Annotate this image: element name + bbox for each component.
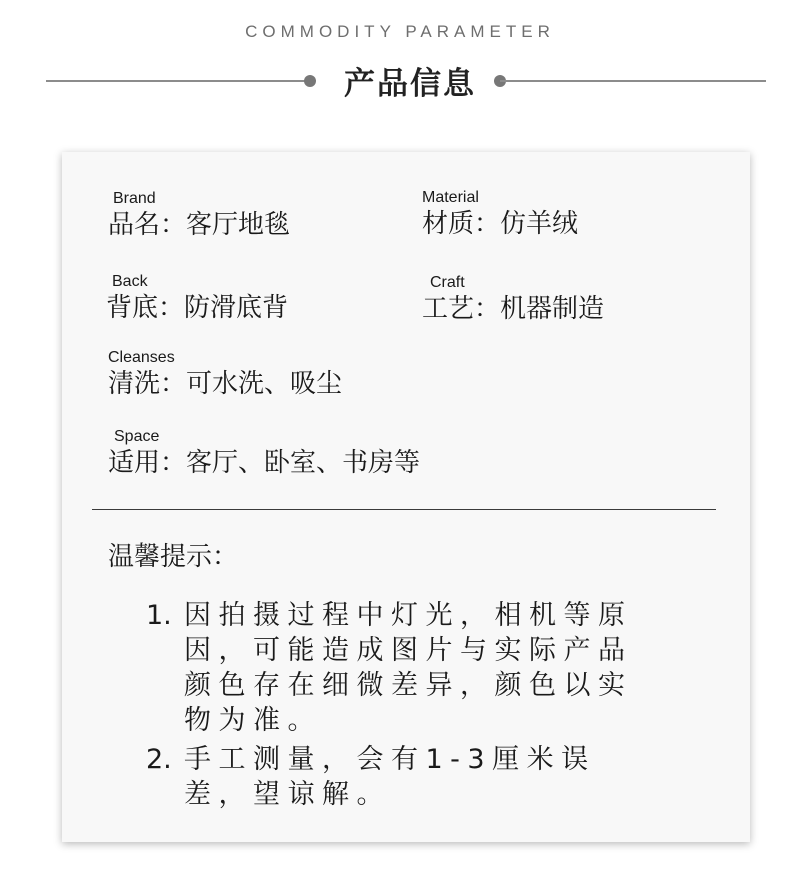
section-divider [92,509,716,510]
title-divider-left [46,80,308,82]
param-value: 材质：仿羊绒 [422,209,579,239]
param-value: 适用：客厅、卧室、书房等 [108,448,421,478]
param-value: 品名：客厅地毯 [108,210,291,240]
section-subtitle: COMMODITY PARAMETER [245,22,555,41]
param-label-en: Cleanses [108,349,175,366]
param-label-en: Brand [113,190,156,207]
param-label-en: Back [112,273,148,290]
param-back [106,273,288,325]
tip-text: 因拍摄过程中灯光，相机等原因，可能造成图片与实际产品颜色存在细微差异，颜色以实物为准。 [184,600,633,736]
tip-item-2 [146,742,664,812]
param-label-en: Material [422,189,479,206]
tip-number: 2. [146,744,172,775]
param-value: 清洗：可水洗、吸尘 [108,369,343,399]
param-label-en: Craft [430,274,465,291]
param-label-en: Space [114,428,160,445]
param-value: 背底：防滑底背 [106,293,289,323]
title-dot-left [304,75,316,87]
param-cleanses [108,349,342,401]
param-space [108,428,420,480]
tip-item-1 [146,598,664,738]
tips-title: 温馨提示： [108,542,239,572]
parameter-card [62,152,750,842]
title-divider-right [500,80,766,82]
param-craft [422,274,604,326]
tip-text: 手工测量，会有1-3厘米误差，望谅解。 [184,744,596,810]
param-material [422,189,578,241]
param-brand [108,190,290,242]
param-value: 工艺：机器制造 [422,294,605,324]
tip-number: 1. [146,600,172,631]
section-title: 产品信息 [344,66,476,102]
section-title-row [46,56,766,106]
